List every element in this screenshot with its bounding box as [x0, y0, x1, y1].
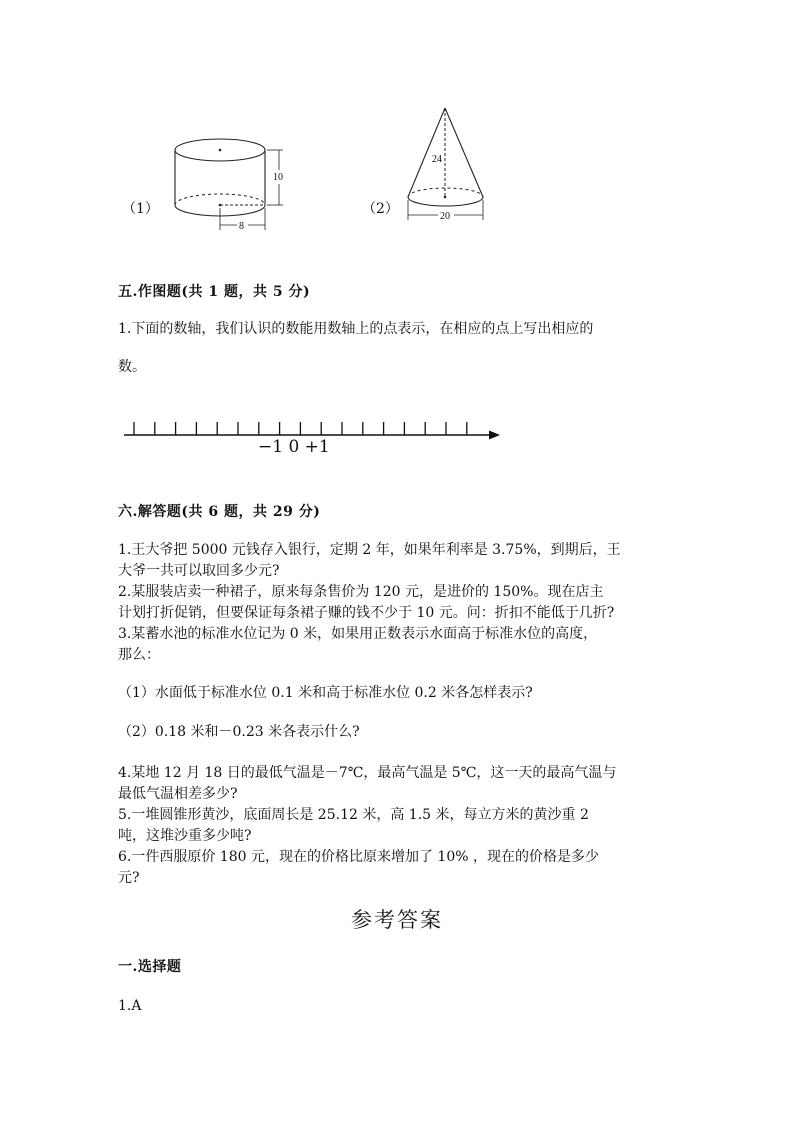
- figure-2-label: （2）: [362, 201, 399, 217]
- question-2-line1: 2.某服装店卖一种裙子，原来每条售价为 120 元，是进价的 150%。现在店主: [118, 584, 604, 600]
- question-5-line2: 吨，这堆沙重多少吨?: [118, 828, 252, 844]
- cone-height-label: 24: [432, 154, 442, 165]
- cone-diameter-label: 20: [440, 211, 450, 222]
- cone-figure: [400, 102, 495, 227]
- question-5-line1: 5.一堆圆锥形黄沙，底面周长是 25.12 米，高 1.5 米，每立方米的黄沙重 2: [118, 807, 589, 823]
- answers-section-1-title: 一.选择题: [118, 959, 182, 975]
- answer-1: 1.A: [118, 998, 142, 1014]
- cylinder-radius-label: 8: [239, 221, 244, 232]
- section-5-q1-line2: 数。: [118, 359, 146, 375]
- question-3-sub2: （2）0.18 米和－0.23 米各表示什么?: [118, 724, 360, 740]
- question-1-line2: 大爷一共可以取回多少元?: [118, 563, 280, 579]
- cylinder-figure: [165, 128, 295, 238]
- question-2-line2: 计划打折促销，但要保证每条裙子赚的钱不少于 10 元。问：折扣不能低于几折?: [118, 605, 615, 621]
- section-5-q1-line1: 1.下面的数轴，我们认识的数能用数轴上的点表示，在相应的点上写出相应的: [118, 321, 594, 337]
- cylinder-height-label: 10: [273, 172, 283, 183]
- question-3-sub1: （1）水面低于标准水位 0.1 米和高于标准水位 0.2 米各怎样表示?: [118, 685, 533, 701]
- question-6-line2: 元?: [118, 870, 140, 886]
- question-6-line1: 6.一件西服原价 180 元，现在的价格比原来增加了 10% ，现在的价格是多少: [118, 849, 599, 865]
- section-5-title: 五.作图题(共 1 题，共 5 分): [118, 284, 311, 300]
- question-4-line1: 4.某地 12 月 18 日的最低气温是－7℃，最高气温是 5℃，这一天的最高气温与: [118, 765, 617, 781]
- question-3-line1: 3.某蓄水池的标准水位记为 0 米，如果用正数表示水面高于标准水位的高度，: [118, 626, 598, 642]
- question-3-line2: 那么：: [118, 647, 160, 663]
- figure-1-label: （1）: [122, 201, 159, 217]
- section-6-title: 六.解答题(共 6 题，共 29 分): [118, 504, 321, 520]
- question-1-line1: 1.王大爷把 5000 元钱存入银行，定期 2 年，如果年利率是 3.75%，到期后，王: [118, 542, 621, 558]
- question-4-line2: 最低气温相差多少?: [118, 786, 238, 802]
- answers-title: 参考答案: [351, 908, 443, 932]
- number-line-labels: −1 0 +1: [258, 437, 330, 457]
